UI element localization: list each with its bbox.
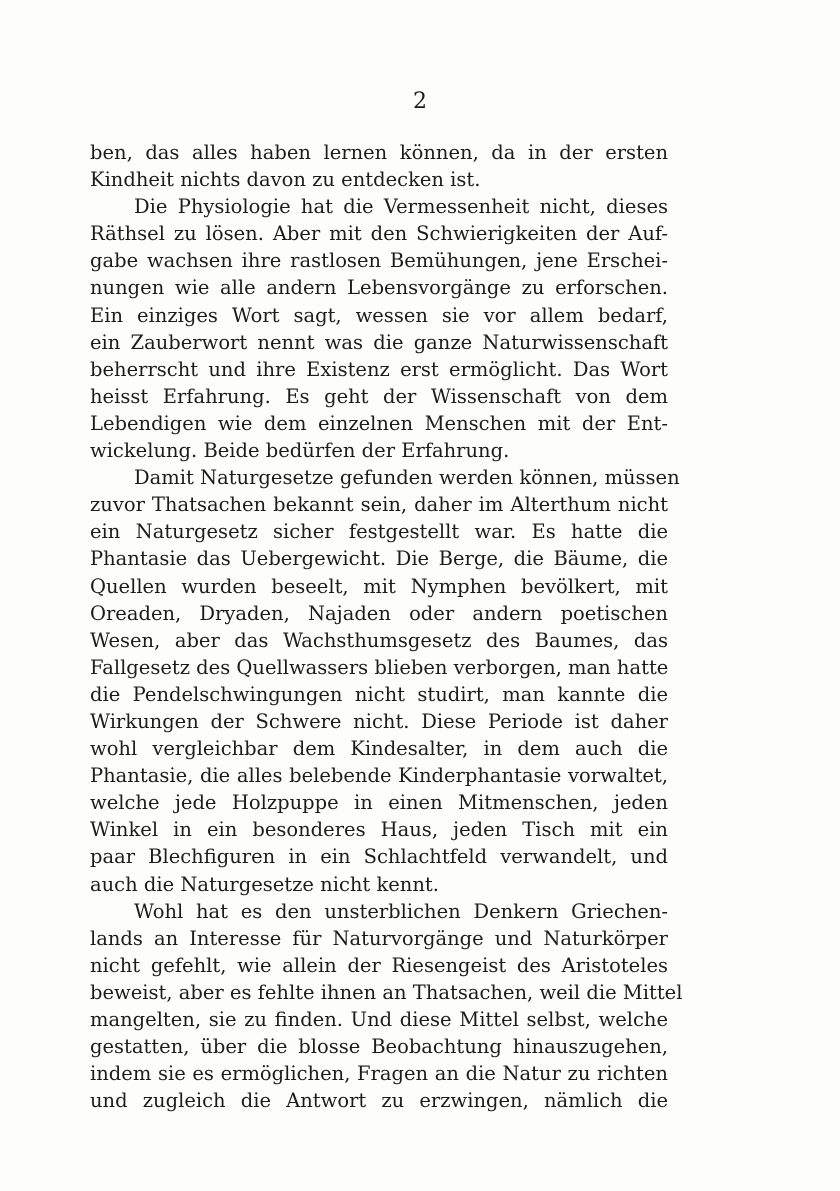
text-line: Kindheit nichts davon zu entdecken ist. bbox=[90, 168, 481, 192]
text-line: Quellen wurden beseelt, mit Nymphen bevölkert, mit bbox=[90, 574, 668, 598]
text-line: wickelung. Beide bedürfen der Erfahrung. bbox=[90, 439, 510, 463]
text-line-erfahrung: heisst Erfahrung. Es geht der Wissenschaft von dem bbox=[90, 384, 668, 408]
text-line: Wirkungen der Schwere nicht. Diese Periode ist daher bbox=[90, 709, 668, 733]
text-line: die Pendelschwingungen nicht studirt, man kannte die bbox=[90, 682, 668, 706]
text-line: ein Naturgesetz sicher festgestellt war. Es hatte die bbox=[90, 520, 668, 544]
text-line: Phantasie, die alles belebende Kinderphantasie vorwaltet, bbox=[90, 764, 668, 788]
text-line: wohl vergleichbar dem Kindesalter, in dem auch die bbox=[90, 737, 668, 761]
text-line: gabe wachsen ihre rastlosen Bemühungen, jene Erschei- bbox=[90, 249, 668, 273]
text-line: und zugleich die Antwort zu erzwingen, nämlich die bbox=[90, 1089, 668, 1113]
text-line: ein Zauberwort nennt was die ganze Naturwissenschaft bbox=[90, 330, 668, 354]
text-line: Ein einziges Wort sagt, wessen sie vor allem bedarf, bbox=[90, 303, 668, 327]
text-line: indem sie es ermöglichen, Fragen an die Natur zu richten bbox=[90, 1062, 668, 1086]
text-line: Oreaden, Dryaden, Najaden oder andern poetischen bbox=[90, 601, 668, 625]
text-line: nicht gefehlt, wie allein der Riesengeist des Aristoteles bbox=[90, 953, 668, 977]
text-line: nungen wie alle andern Lebensvorgänge zu erforschen. bbox=[90, 276, 668, 300]
paragraph-start-line: Die Physiologie hat die Vermessenheit nicht, dieses bbox=[134, 195, 668, 219]
text-line: beweist, aber es fehlte ihnen an Thatsachen, weil die Mittel bbox=[90, 980, 683, 1004]
text-line: zuvor Thatsachen bekannt sein, daher im Alterthum nicht bbox=[90, 493, 668, 517]
body-text bbox=[90, 139, 683, 1114]
text-line: Fallgesetz des Quellwassers blieben verborgen, man hatte bbox=[90, 655, 669, 679]
page-number: 2 bbox=[413, 89, 427, 114]
text-line: mangelten, sie zu finden. Und diese Mittel selbst, welche bbox=[90, 1008, 668, 1031]
text-line: Lebendigen wie dem einzelnen Menschen mit der Ent- bbox=[90, 411, 668, 435]
text-line: Winkel in ein besonderes Haus, jeden Tisch mit ein bbox=[90, 818, 668, 842]
text-line: welche jede Holzpuppe in einen Mitmenschen, jeden bbox=[90, 791, 668, 815]
text-line: lands an Interesse für Naturvorgänge und Naturkörper bbox=[90, 926, 668, 950]
text-line: gestatten, über die blosse Beobachtung hinauszugehen, bbox=[90, 1035, 668, 1059]
text-line: Räthsel zu lösen. Aber mit den Schwierigkeiten der Auf- bbox=[90, 222, 668, 246]
text-line: auch die Naturgesetze nicht kennt. bbox=[90, 872, 439, 896]
text-line: Wesen, aber das Wachsthumsgesetz des Baumes, das bbox=[90, 628, 668, 652]
paragraph-start-line: Damit Naturgesetze gefunden werden können, müssen bbox=[134, 466, 680, 490]
text-line: beherrscht und ihre Existenz erst ermöglicht. Das Wort bbox=[90, 357, 668, 381]
text-line: ben, das alles haben lernen können, da in der ersten bbox=[90, 141, 668, 164]
paragraph-start-line: Wohl hat es den unsterblichen Denkern Griechen- bbox=[134, 899, 668, 923]
text-line: Phantasie das Uebergewicht. Die Berge, die Bäume, die bbox=[90, 547, 668, 571]
text-line: paar Blechfiguren in ein Schlachtfeld verwandelt, und bbox=[90, 845, 668, 869]
